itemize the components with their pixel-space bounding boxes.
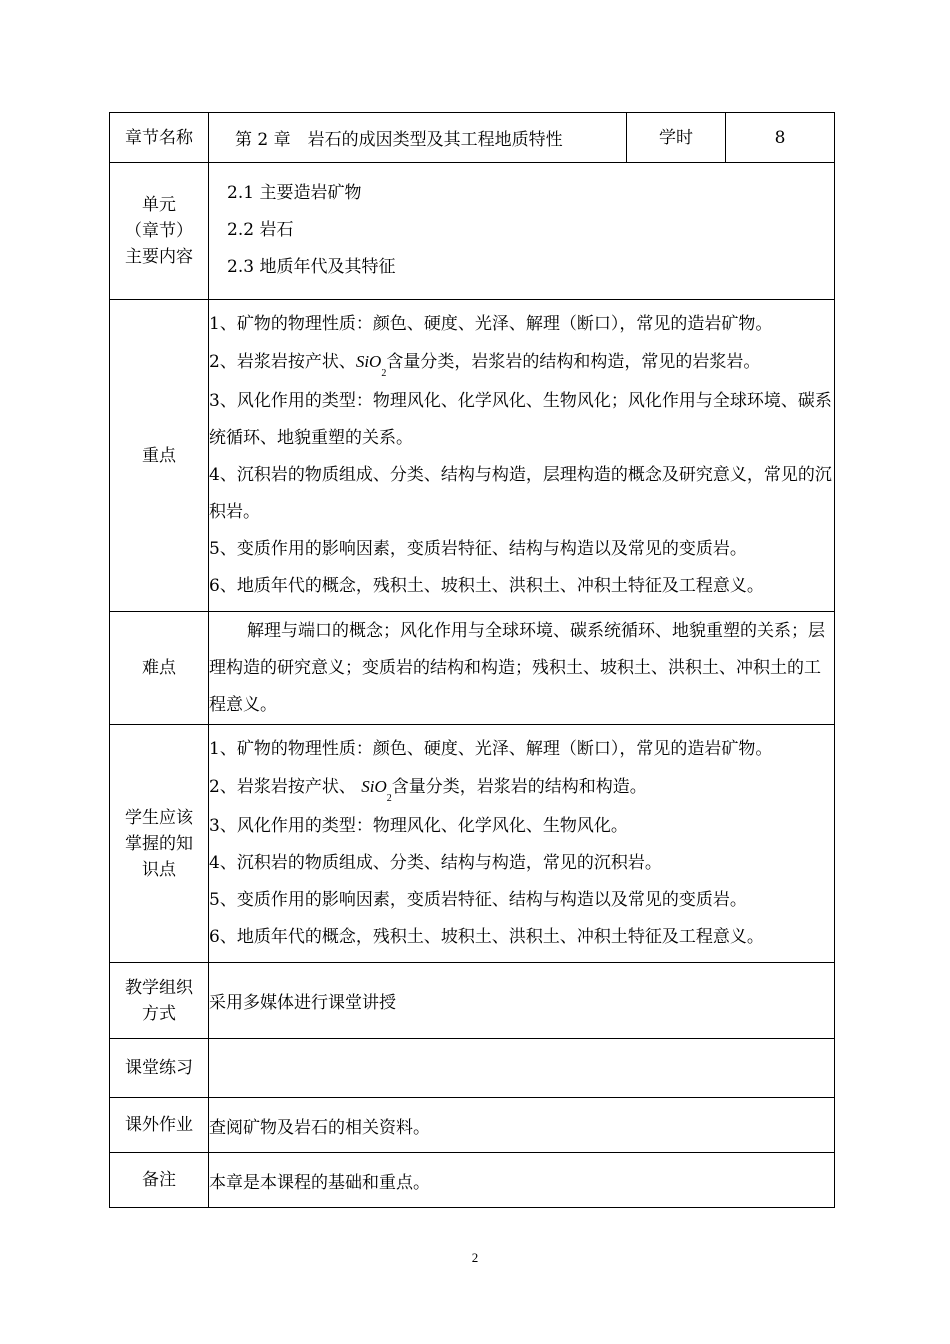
- organization-text: 采用多媒体进行课堂讲授: [209, 963, 835, 1039]
- key-point-item: [209, 343, 834, 383]
- organization-label: [110, 963, 209, 1039]
- key-point-text: 2、岩浆岩按产状、: [209, 352, 356, 372]
- hours-value: 8: [726, 113, 835, 163]
- unit-label-line: 主要内容: [125, 247, 193, 267]
- unit-label: [110, 163, 209, 300]
- exercise-label: 课堂练习: [110, 1039, 209, 1098]
- knowledge-text: 2、岩浆岩按产状、: [209, 777, 362, 797]
- unit-contents: [209, 163, 835, 300]
- knowledge-item: [209, 768, 834, 808]
- remarks-text: 本章是本课程的基础和重点。: [209, 1153, 835, 1208]
- unit-item: 2.2 岩石: [227, 220, 294, 240]
- lesson-plan-table: [109, 112, 835, 1208]
- knowledge-item: 6、地质年代的概念，残积土、坡积土、洪积土、冲积土特征及工程意义。: [209, 927, 764, 947]
- knowledge-contents: [209, 725, 835, 963]
- knowledge-text: 含量分类，岩浆岩的结构和构造。: [391, 777, 647, 797]
- difficulties-row: [110, 612, 835, 725]
- knowledge-item: 4、沉积岩的物质组成、分类、结构与构造，常见的沉积岩。: [209, 853, 662, 873]
- key-points-contents: [209, 300, 835, 612]
- difficulties-label: 难点: [110, 612, 209, 725]
- exercise-row: [110, 1039, 835, 1098]
- organization-label-line: 教学组织: [125, 977, 193, 998]
- key-point-item: 6、地质年代的概念，残积土、坡积土、洪积土、冲积土特征及工程意义。: [209, 576, 764, 596]
- hours-label: 学时: [627, 113, 726, 163]
- homework-row: [110, 1098, 835, 1153]
- knowledge-label-line: 识点: [142, 859, 176, 880]
- key-point-item: 5、变质作用的影响因素，变质岩特征、结构与构造以及常见的变质岩。: [209, 539, 747, 559]
- knowledge-label-line: 掌握的知: [125, 833, 193, 854]
- knowledge-item: 5、变质作用的影响因素，变质岩特征、结构与构造以及常见的变质岩。: [209, 890, 747, 910]
- homework-label: 课外作业: [110, 1098, 209, 1153]
- chapter-row: [110, 113, 835, 163]
- remarks-row: [110, 1153, 835, 1208]
- sio2-formula: SiO$_2$: [361, 777, 392, 804]
- key-point-item: 4、沉积岩的物质组成、分类、结构与构造，层理构造的概念及研究意义，常见的沉积岩。: [209, 465, 832, 522]
- knowledge-label: [110, 725, 209, 963]
- unit-item: 2.1 主要造岩矿物: [227, 183, 362, 203]
- knowledge-label-line: 学生应该: [125, 807, 193, 828]
- key-points-label: 重点: [110, 300, 209, 612]
- key-point-text: 含量分类，岩浆岩的结构和构造，常见的岩浆岩。: [386, 352, 761, 372]
- unit-label-line: 单元: [142, 195, 176, 215]
- knowledge-item: 3、风化作用的类型：物理风化、化学风化、生物风化。: [209, 816, 628, 836]
- organization-row: [110, 963, 835, 1039]
- knowledge-item: 1、矿物的物理性质：颜色、硬度、光泽、解理（断口），常见的造岩矿物。: [209, 739, 773, 759]
- difficulties-text: 解理与端口的概念；风化作用与全球环境、碳系统循环、地貌重塑的关系；层理构造的研究意义；变质岩的结构和构造；残积土、坡积土、洪积土、冲积土的工程意义。: [209, 620, 825, 715]
- key-points-row: [110, 300, 835, 612]
- knowledge-row: [110, 725, 835, 963]
- remarks-label: 备注: [110, 1153, 209, 1208]
- chapter-title: 第 2 章 岩石的成因类型及其工程地质特性: [209, 113, 627, 163]
- key-point-item: 3、风化作用的类型：物理风化、化学风化、生物风化；风化作用与全球环境、碳系统循环、地貌重塑的关系。: [209, 391, 832, 448]
- difficulties-contents: [209, 612, 835, 725]
- page-number: 2: [471, 1250, 479, 1265]
- unit-item: 2.3 地质年代及其特征: [227, 257, 396, 277]
- unit-label-line: （章节）: [125, 221, 193, 241]
- organization-label-line: 方式: [142, 1003, 176, 1024]
- exercise-text: [209, 1039, 835, 1098]
- chapter-label: 章节名称: [110, 113, 209, 163]
- homework-text: 查阅矿物及岩石的相关资料。: [209, 1098, 835, 1153]
- key-point-item: 1、矿物的物理性质：颜色、硬度、光泽、解理（断口），常见的造岩矿物。: [209, 314, 773, 334]
- sio2-formula: SiO$_2$: [355, 352, 387, 379]
- unit-row: [110, 163, 835, 300]
